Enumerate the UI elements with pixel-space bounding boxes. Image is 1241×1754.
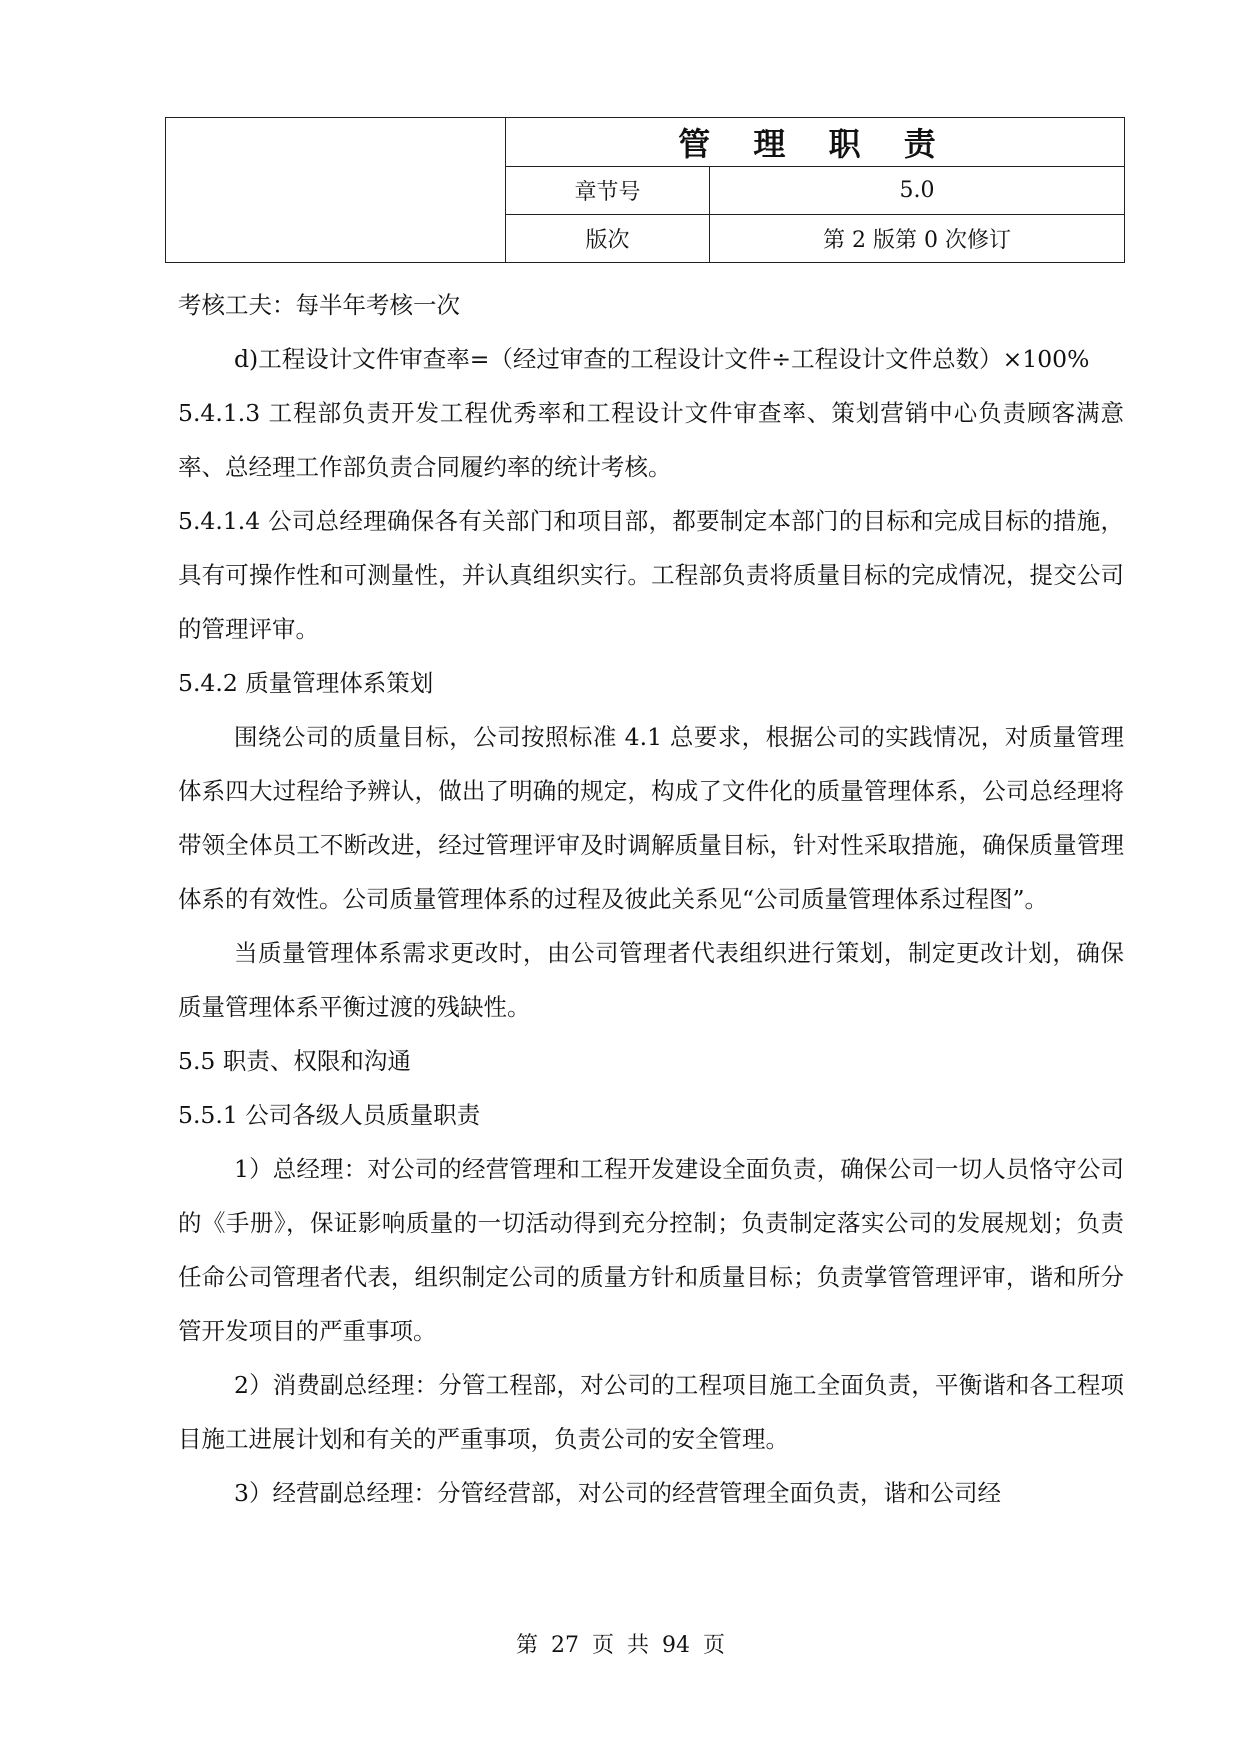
section-title: 管 理 职 责	[506, 118, 1125, 167]
document-body	[178, 278, 1124, 1520]
edition-label: 版次	[506, 215, 710, 263]
heading-5-5: 5.5 职责、权限和沟通	[178, 1047, 411, 1075]
paragraph-5-4-1-4: 5.4.1.4 公司总经理确保各有关部门和项目部，都要制定本部门的目标和完成目标的措施，具有可操作性和可测量性，并认真组织实行。工程部负责将质量目标的完成情况，提交公司的管理评审。	[178, 507, 1124, 643]
edition-value: 第 2 版第 0 次修订	[710, 215, 1125, 263]
chapter-label: 章节号	[506, 167, 710, 215]
heading-5-5-1: 5.5.1 公司各级人员质量职责	[178, 1101, 481, 1129]
paragraph-general-manager: 1）总经理：对公司的经营管理和工程开发建设全面负责，确保公司一切人员恪守公司的《手册》，保证影响质量的一切活动得到充分控制；负责制定落实公司的发展规划；负责任命公司管理者代表，组织制定公司的质量方针和质量目标；负责掌管管理评审，谐和所分管开发项目的严重事项。	[178, 1155, 1124, 1345]
document-header-table	[165, 117, 1125, 263]
paragraph-5-4-1-3: 5.4.1.3 工程部负责开发工程优秀率和工程设计文件审查率、策划营销中心负责顾客满意率、总经理工作部负责合同履约率的统计考核。	[178, 399, 1124, 481]
paragraph-business-deputy: 3）经营副总经理：分管经营部，对公司的经营管理全面负责，谐和公司经	[234, 1479, 1001, 1507]
chapter-value: 5.0	[710, 167, 1125, 215]
paragraph-qms-change: 当质量管理体系需求更改时，由公司管理者代表组织进行策划，制定更改计划，确保质量管理体系平衡过渡的残缺性。	[178, 939, 1124, 1021]
logo-blank-cell	[166, 118, 506, 263]
paragraph-review-rate-formula: d)工程设计文件审查率=（经过审查的工程设计文件÷工程设计文件总数）×100%	[234, 345, 1090, 373]
paragraph-assessment-period: 考核工夫：每半年考核一次	[178, 291, 460, 319]
paragraph-production-deputy: 2）消费副总经理：分管工程部，对公司的工程项目施工全面负责，平衡谐和各工程项目施工进展计划和有关的严重事项，负责公司的安全管理。	[178, 1371, 1124, 1453]
page-number: 第 27 页 共 94 页	[516, 1633, 725, 1658]
paragraph-qms-planning: 围绕公司的质量目标，公司按照标准 4.1 总要求，根据公司的实践情况，对质量管理体系四大过程给予辨认，做出了明确的规定，构成了文件化的质量管理体系，公司总经理将带领全体员工不断改进，经过管理评审及时调解质量目标，针对性采取措施，确保质量管理体系的有效性。公司质量管理体系的过程及彼此关系见“公司质量管理体系过程图”。	[178, 723, 1124, 913]
heading-5-4-2: 5.4.2 质量管理体系策划	[178, 669, 434, 697]
